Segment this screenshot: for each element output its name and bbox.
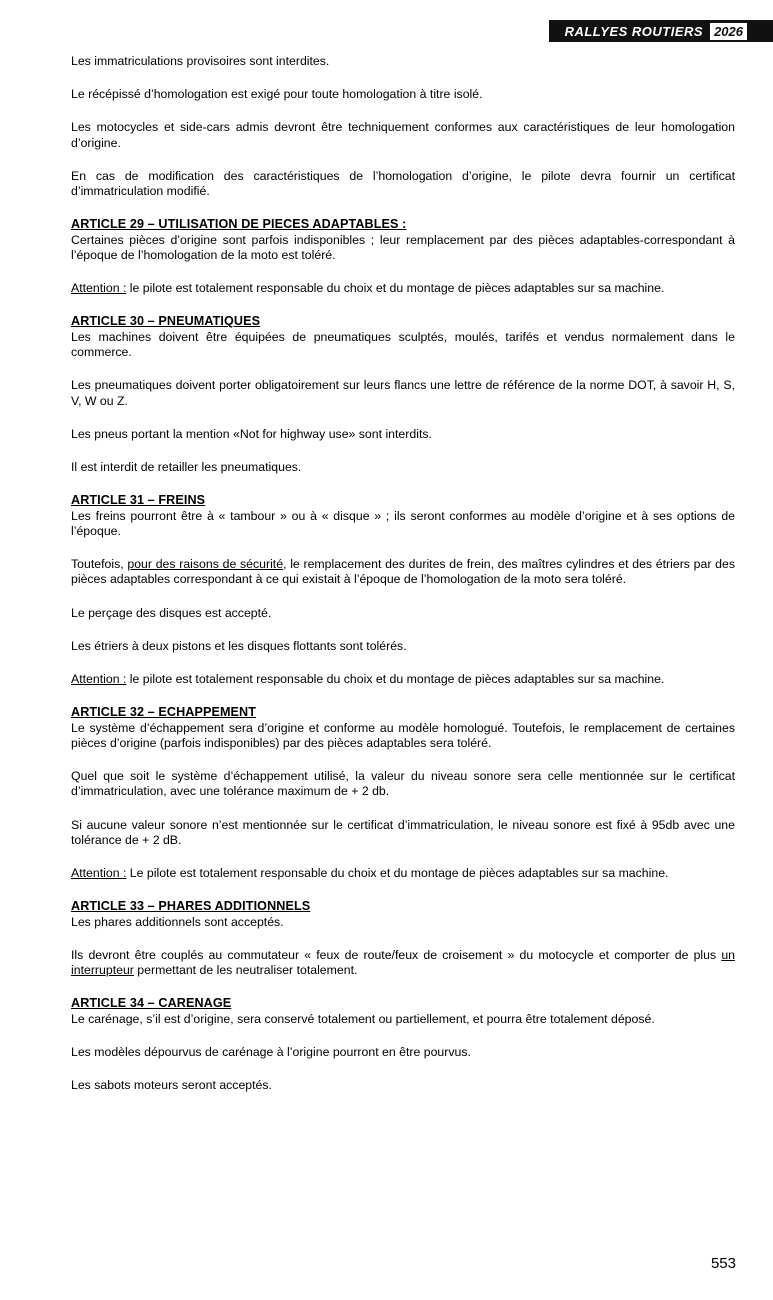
article-30-paragraph-3: Les pneus portant la mention «Not for highway use» sont interdits. bbox=[71, 426, 432, 441]
article-31-paragraph-2: Le perçage des disques est accepté. bbox=[71, 605, 272, 620]
spacer bbox=[71, 848, 735, 866]
article-30-paragraph-4: Il est interdit de retailler les pneumatiques. bbox=[71, 460, 302, 475]
attention-text: Le pilote est totalement responsable du choix et du montage de pièces adaptables sur sa machine. bbox=[126, 866, 669, 881]
article-31-paragraph-3: Les étriers à deux pistons et les disques flottants sont tolérés. bbox=[71, 638, 407, 653]
paragraph-intro-3: Les motocycles et side-cars admis devront être techniquement conformes aux caractéristiques de leur homologation d’origine. bbox=[71, 120, 735, 150]
article-31-paragraph-mixed bbox=[71, 557, 735, 587]
mixed-underlined: un interrupteur bbox=[71, 948, 735, 978]
article-29 bbox=[71, 217, 735, 296]
spacer bbox=[71, 654, 735, 672]
article-30 bbox=[71, 314, 735, 475]
article-32-heading: ARTICLE 32 – ECHAPPEMENT bbox=[71, 705, 257, 720]
article-34-paragraph-1: Le carénage, s’il est d’origine, sera conservé totalement ou partiellement, et pourra être totalement déposé. bbox=[71, 1012, 655, 1027]
article-32 bbox=[71, 705, 735, 881]
article-33-paragraph-1: Les phares additionnels sont acceptés. bbox=[71, 914, 284, 929]
spacer bbox=[71, 621, 735, 639]
article-29-paragraph-1: Certaines pièces d’origine sont parfois indisponibles ; leur remplacement par des pièces adaptables-correspondant à l’époque de l’homologation de la moto est toléré. bbox=[71, 232, 735, 263]
article-34-paragraph-2: Les modèles dépourvus de carénage à l’origine pourront en être pourvus. bbox=[71, 1045, 471, 1060]
spacer bbox=[71, 102, 735, 120]
spacer bbox=[71, 539, 735, 557]
article-30-paragraph-1: Les machines doivent être équipées de pneumatiques sculptés, moulés, tarifés et vendus normalement dans le commerce. bbox=[71, 330, 735, 360]
attention-text: le pilote est totalement responsable du choix et du montage de pièces adaptables sur sa machine. bbox=[126, 281, 665, 296]
article-30-heading: ARTICLE 30 – PNEUMATIQUES bbox=[71, 314, 261, 329]
attention-label: Attention : bbox=[71, 281, 127, 296]
page-header bbox=[0, 20, 773, 42]
spacer bbox=[71, 588, 735, 606]
article-29-heading: ARTICLE 29 – UTILISATION DE PIECES ADAPTABLES : bbox=[71, 217, 407, 232]
article-32-paragraph-3: Si aucune valeur sonore n’est mentionnée sur le certificat d’immatriculation, le niveau sonore est fixé à 95db avec une tolérance de + 2 dB. bbox=[71, 817, 735, 847]
header-title: RALLYES ROUTIERS bbox=[564, 23, 704, 39]
article-33-heading: ARTICLE 33 – PHARES ADDITIONNELS bbox=[71, 899, 311, 914]
paragraph-intro-1: Les immatriculations provisoires sont interdites. bbox=[71, 54, 330, 68]
article-34-paragraph-3: Les sabots moteurs seront acceptés. bbox=[71, 1078, 272, 1093]
spacer bbox=[71, 263, 735, 281]
header-year-badge: 2026 bbox=[710, 23, 747, 40]
spacer bbox=[71, 1060, 735, 1078]
article-34-heading: ARTICLE 34 – CARENAGE bbox=[71, 996, 232, 1011]
article-32-attention bbox=[71, 866, 735, 881]
article-30-paragraph-2: Les pneumatiques doivent porter obligatoirement sur leurs flancs une lettre de référence de la norme DOT, à savoir H, S, V, W ou Z. bbox=[71, 378, 735, 408]
spacer bbox=[71, 800, 735, 818]
document-body bbox=[71, 54, 735, 1094]
article-31-heading: ARTICLE 31 – FREINS bbox=[71, 493, 206, 508]
paragraph-intro-2: Le récépissé d’homologation est exigé pour toute homologation à titre isolé. bbox=[71, 87, 483, 102]
article-32-paragraph-1: Le système d’échappement sera d’origine et conforme au modèle homologué. Toutefois, le remplacement de certaines pièces d’origine (parfois indisponibles) par des pièces adaptables sera toléré. bbox=[71, 720, 735, 751]
article-29-attention bbox=[71, 281, 735, 296]
header-banner bbox=[549, 20, 773, 42]
attention-label: Attention : bbox=[71, 866, 127, 881]
spacer bbox=[71, 409, 735, 427]
article-34 bbox=[71, 996, 735, 1093]
article-32-paragraph-2: Quel que soit le système d’échappement utilisé, la valeur du niveau sonore sera celle mentionnée sur le certificat d’immatriculation, avec une tolérance maximum de + 2 db. bbox=[71, 769, 735, 799]
page-number: 553 bbox=[710, 1255, 736, 1272]
mixed-after: , le remplacement des durites de frein, des maîtres cylindres et des étriers par des pièces adaptables correspondant à ce qui existait à l’époque de l’homologation de la moto sera toléré. bbox=[71, 557, 735, 587]
spacer bbox=[71, 151, 735, 169]
paragraph-intro-4: En cas de modification des caractéristiques de l’homologation d’origine, le pilote devra fournir un certificat d’immatriculation modifié. bbox=[71, 168, 735, 199]
attention-label: Attention : bbox=[71, 672, 127, 687]
mixed-after: permettant de les neutraliser totalement. bbox=[133, 963, 358, 978]
spacer bbox=[71, 69, 735, 87]
article-31-paragraph-1: Les freins pourront être à « tambour » ou à « disque » ; ils seront conformes au modèle d’origine et à ses options de l’époque. bbox=[71, 508, 735, 539]
spacer bbox=[71, 751, 735, 769]
spacer bbox=[71, 442, 735, 460]
article-33-paragraph-mixed bbox=[71, 948, 735, 978]
article-33 bbox=[71, 899, 735, 978]
article-31 bbox=[71, 493, 735, 687]
mixed-underlined: pour des raisons de sécurité bbox=[127, 557, 284, 572]
spacer bbox=[71, 360, 735, 378]
article-31-attention bbox=[71, 672, 735, 687]
spacer bbox=[71, 1027, 735, 1045]
attention-text: le pilote est totalement responsable du choix et du montage de pièces adaptables sur sa machine. bbox=[126, 672, 665, 687]
mixed-before: Toutefois, bbox=[71, 557, 128, 572]
mixed-before: Ils devront être couplés au commutateur « feux de route/feux de croisement » du motocycle et comporter de plus bbox=[71, 948, 722, 963]
spacer bbox=[71, 930, 735, 948]
